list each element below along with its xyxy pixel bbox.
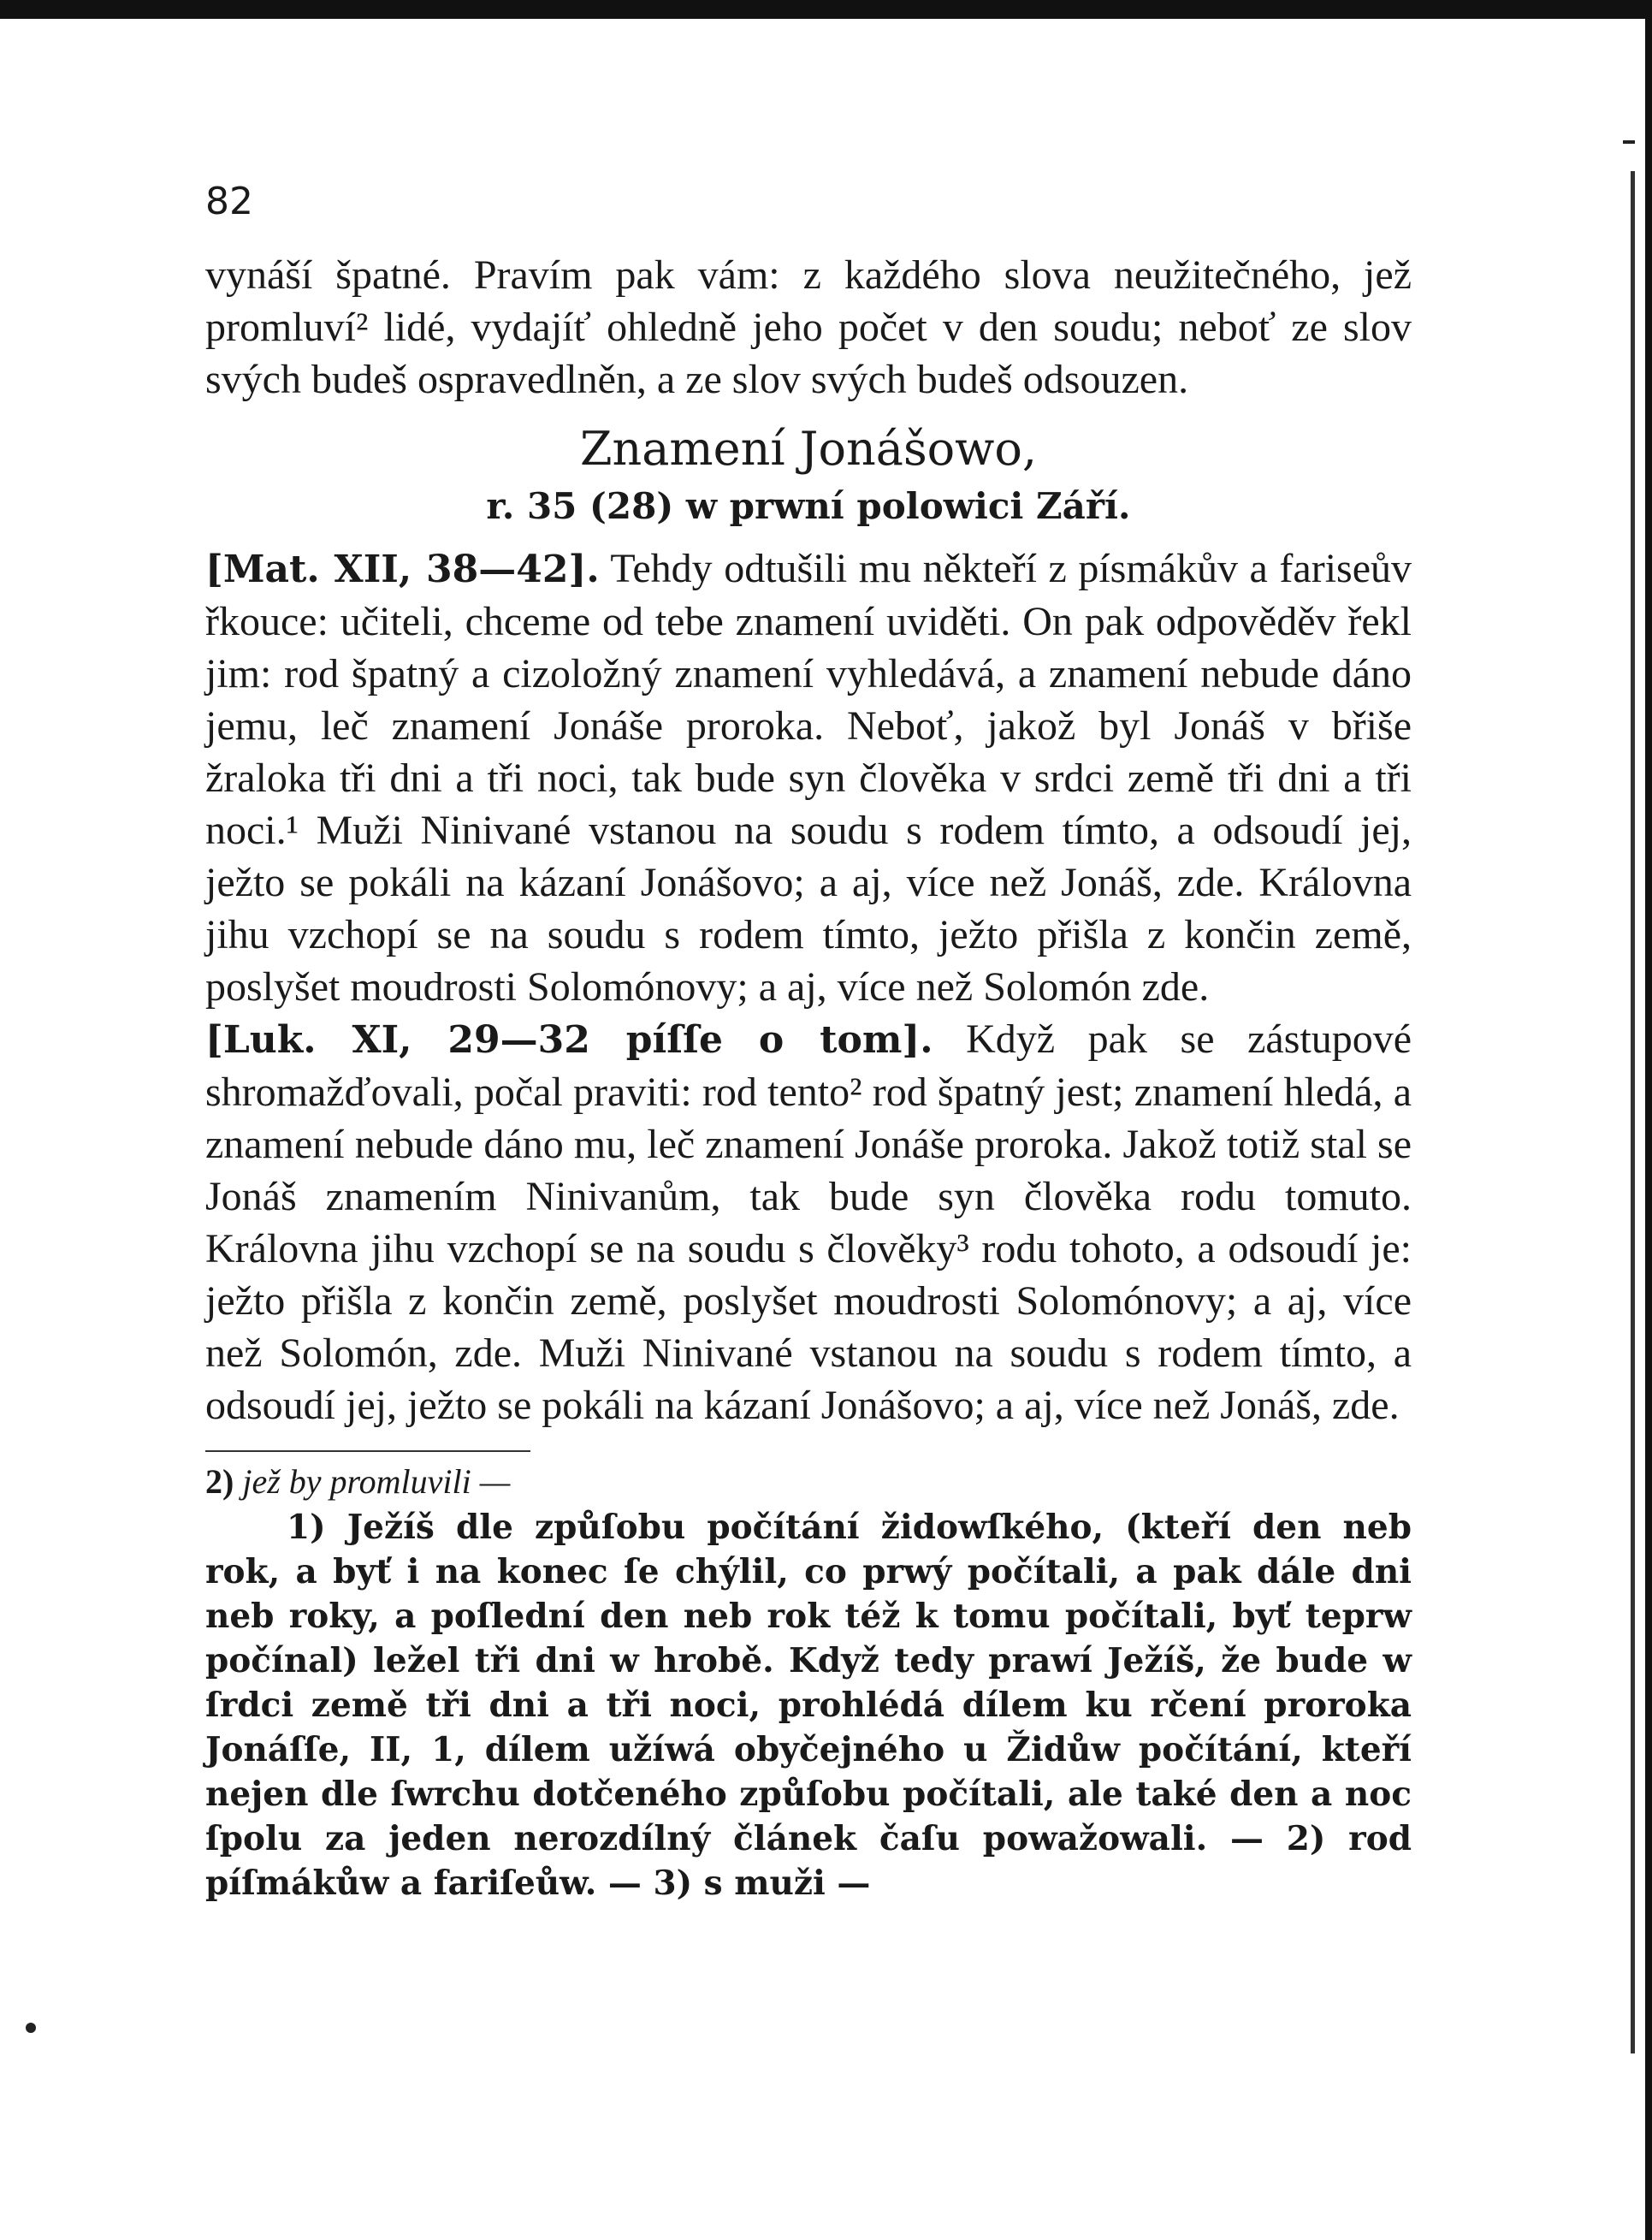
book-gutter-edge bbox=[1631, 171, 1635, 2053]
intro-paragraph: vynáší špatné. Pravím pak vám: z každého slova neužitečného, jež promluví² lidé, vydajíť ohledně jeho počet v den soudu; neboť ze slov svých budeš ospravedlněn, a ze slov svých budeš odsouzen. bbox=[205, 252, 1412, 402]
section-heading: Znamení Jonášowo, bbox=[579, 422, 1038, 476]
footnote-text: 1) Ježíš dle způſobu počítání židowſkého, (kteří den neb rok, a byť i na konec ſe chýlil, co prwý počítali, a pak dále dni neb roky, a poſlední den neb rok též k tomu počítali, byť teprw počínal) ležel tři dni w hrobě. Když tedy prawí Ježíš, že bude w ſrdci země tři dni a tři noci, prohlédá dílem ku rčení proroka Jonáſſe, II, 1, dílem užíwá obyčejného u Židůw počítání, kteří nejen dle ſwrchu dotčeného způſobu počítali, ale také den a noc ſpolu za jeden nerozdílný článek čaſu powažowali. — 2) rod píſmákůw a fariſeůw. — 3) s muži — bbox=[205, 1508, 1412, 1903]
scan-dot-mark bbox=[26, 2023, 36, 2033]
section-subheading: r. 35 (28) w prwní polowici Září. bbox=[486, 485, 1131, 527]
footnote-variant-text: jež by promluvili — bbox=[242, 1462, 511, 1501]
matthew-reference: [Mat. XII, 38—42]. bbox=[205, 548, 600, 591]
luke-text: Když pak se zástupové shromažďovali, počal praviti: rod tento² rod špatný jest; znamení hledá, a znamení nebude dáno mu, leč znamení Jonáše proroka. Jakož totiž stal se Jonáš znamením Ninivanům, tak bude syn člověka rodu tomuto. Královna jihu vzchopí se na soudu s člověky³ rodu tohoto, a odsoudí je: ježto přišla z končin země, poslyšet moudrosti Solomónovy; a aj, více než Solomón, zde. Muži Ninivané vstanou na soudu s rodem tímto, a odsoudí jej, ježto se pokáli na kázaní Jonášovo; a aj, více než Jonáš, zde. bbox=[205, 1016, 1412, 1428]
page-number: 82 bbox=[205, 180, 253, 223]
footnote-variant bbox=[205, 1459, 1412, 1505]
scan-top-border bbox=[0, 0, 1652, 19]
scan-right-border bbox=[1645, 0, 1652, 2240]
footnote-divider bbox=[205, 1450, 530, 1452]
luke-paragraph bbox=[205, 1013, 1412, 1431]
footnote-block bbox=[205, 1505, 1412, 1905]
book-page bbox=[205, 180, 1412, 1905]
matthew-text: Tehdy odtušili mu někteří z písmákův a fariseův řkouce: učiteli, chceme od tebe znamení uviděti. On pak odpověděv řekl jim: rod špatný a cizoložný znamení vyhledává, a znamení nebude dáno jemu, leč znamení Jonáše proroka. Neboť, jakož byl Jonáš v břiše žraloka tři dni a tři noci, tak bude syn člověka v srdci země tři dni a tři noci.¹ Muži Ninivané vstanou na soudu s rodem tímto, a odsoudí jej, ježto se pokáli na kázaní Jonášovo; a aj, více než Jonáš, zde. Královna jihu vzchopí se na soudu s rodem tímto, ježto přišla z končin země, poslyšet moudrosti Solomónovy; a aj, více než Solomón zde. bbox=[205, 546, 1412, 1010]
footnote-variant-label: 2) bbox=[205, 1462, 234, 1501]
matthew-paragraph bbox=[205, 542, 1412, 1013]
luke-reference: [Luk. XI, 29—32 píſſe o tom]. bbox=[205, 1018, 933, 1062]
scan-edge-tick bbox=[1623, 140, 1635, 144]
